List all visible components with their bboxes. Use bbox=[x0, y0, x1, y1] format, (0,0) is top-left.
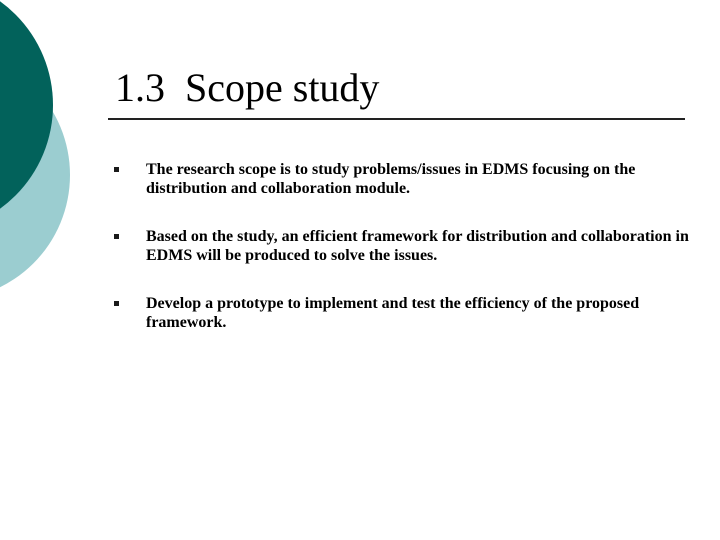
decorative-circles bbox=[0, 0, 90, 300]
title-underline bbox=[108, 118, 685, 120]
square-bullet-icon bbox=[114, 167, 119, 172]
bullet-item bbox=[110, 227, 690, 265]
bullet-text: The research scope is to study problems/issues in EDMS focusing on the distribution and collaboration module. bbox=[146, 161, 636, 197]
bullet-item bbox=[110, 160, 690, 198]
square-bullet-icon bbox=[114, 301, 119, 306]
bullet-text: Based on the study, an efficient framework for distribution and collaboration in EDMS will be produced to solve the issues. bbox=[146, 228, 689, 264]
slide-title: 1.3 Scope study bbox=[115, 65, 380, 110]
bullet-list bbox=[110, 160, 690, 361]
bullet-text: Develop a prototype to implement and test the efficiency of the proposed framework. bbox=[146, 295, 640, 331]
square-bullet-icon bbox=[114, 234, 119, 239]
bullet-item bbox=[110, 294, 690, 332]
